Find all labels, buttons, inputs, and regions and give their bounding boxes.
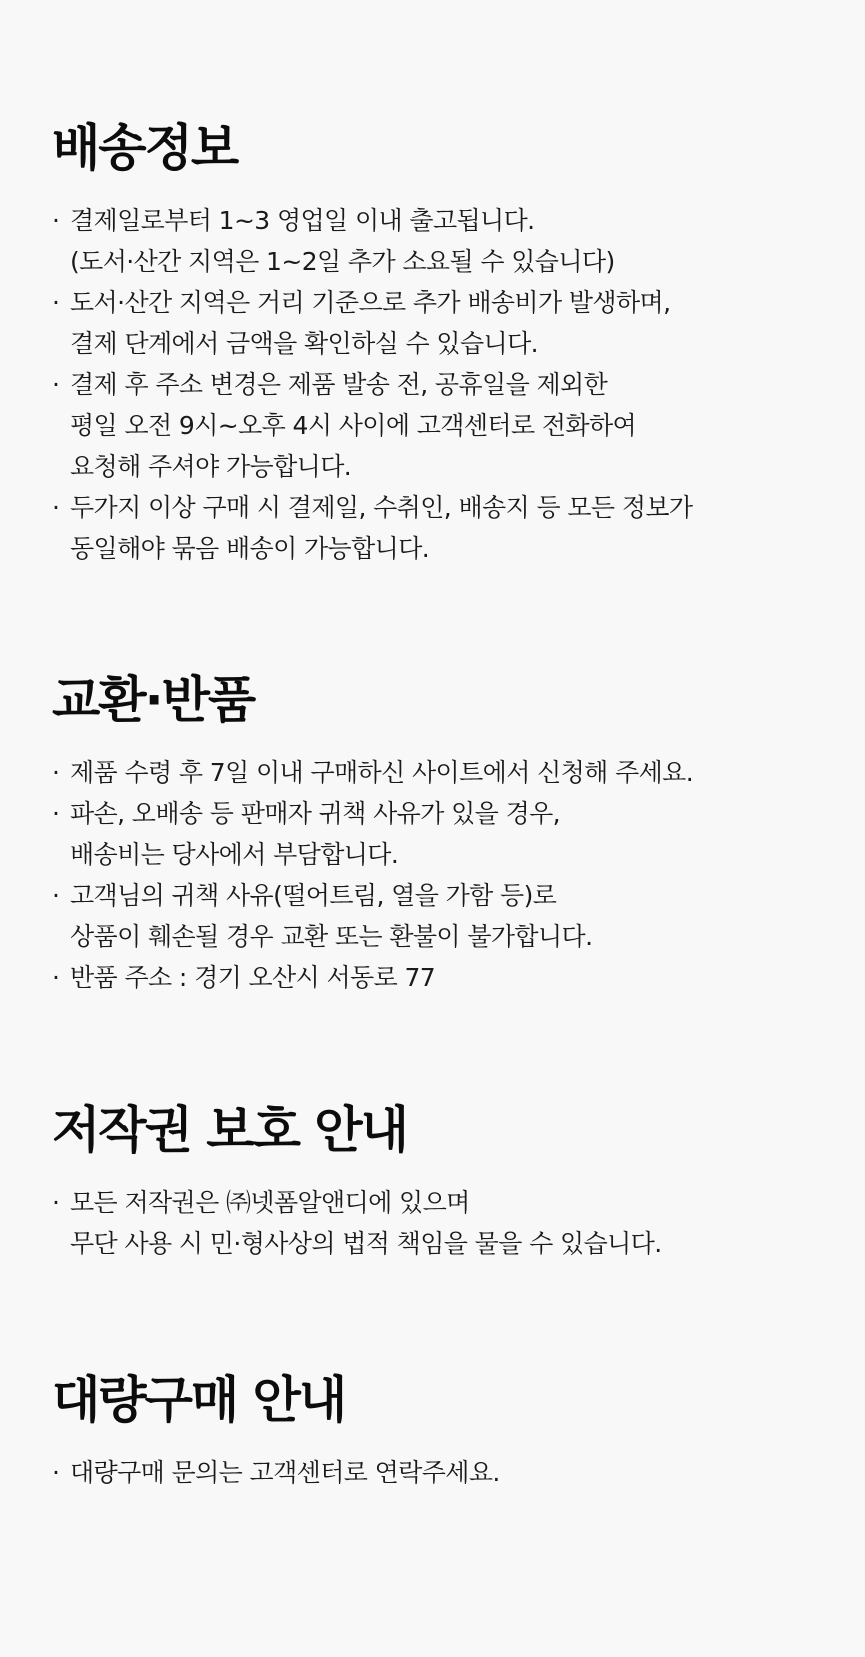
bullet: · <box>52 799 60 828</box>
list-item <box>52 793 825 875</box>
item-line: 평일 오전 9시~오후 4시 사이에 고객센터로 전화하여 <box>70 411 637 440</box>
item-line: 두가지 이상 구매 시 결제일, 수취인, 배송지 등 모든 정보가 <box>70 493 693 522</box>
bullet: · <box>52 1188 60 1217</box>
bullet: · <box>52 493 60 522</box>
list-item <box>52 875 825 957</box>
item-line: 무단 사용 시 민·형사상의 법적 책임을 물을 수 있습니다. <box>70 1229 662 1258</box>
item-line: 배송비는 당사에서 부담합니다. <box>70 840 399 869</box>
list-item <box>52 1452 825 1493</box>
list-item <box>52 752 825 793</box>
bullet: · <box>52 288 60 317</box>
bullet: · <box>52 1458 60 1487</box>
list-item <box>52 1182 825 1264</box>
item-line: 고객님의 귀책 사유(떨어트림, 열을 가함 등)로 <box>70 881 557 910</box>
bulk-purchase-list <box>52 1452 825 1493</box>
item-line: 요청해 주셔야 가능합니다. <box>70 452 352 481</box>
item-line: 결제 후 주소 변경은 제품 발송 전, 공휴일을 제외한 <box>70 370 608 399</box>
item-line: 제품 수령 후 7일 이내 구매하신 사이트에서 신청해 주세요. <box>70 758 694 787</box>
item-line: 결제 단계에서 금액을 확인하실 수 있습니다. <box>70 329 538 358</box>
shipping-info-list <box>52 200 825 569</box>
bullet: · <box>52 370 60 399</box>
item-line: 모든 저작권은 ㈜넷폼알앤디에 있으며 <box>70 1188 470 1217</box>
item-line: 도서·산간 지역은 거리 기준으로 추가 배송비가 발생하며, <box>70 288 671 317</box>
list-item <box>52 282 825 364</box>
section-title-exchange-return: 교환·반품 <box>52 671 255 729</box>
item-line: 반품 주소 : 경기 오산시 서동로 77 <box>70 963 436 992</box>
list-item <box>52 487 825 569</box>
item-line: 대량구매 문의는 고객센터로 연락주세요. <box>70 1458 500 1487</box>
item-line: 상품이 훼손될 경우 교환 또는 환불이 불가합니다. <box>70 922 593 951</box>
bullet: · <box>52 206 60 235</box>
section-title-copyright: 저작권 보호 안내 <box>52 1101 407 1159</box>
copyright-notice-list <box>52 1182 825 1264</box>
bullet: · <box>52 758 60 787</box>
list-item <box>52 364 825 487</box>
exchange-return-section <box>52 670 825 998</box>
bulk-purchase-section <box>52 1370 825 1493</box>
list-item <box>52 957 825 998</box>
item-line: 동일해야 묶음 배송이 가능합니다. <box>70 534 430 563</box>
shipping-info-section <box>52 118 825 569</box>
item-line: (도서·산간 지역은 1~2일 추가 소요될 수 있습니다) <box>70 247 615 276</box>
section-title-shipping: 배송정보 <box>52 119 238 177</box>
item-line: 파손, 오배송 등 판매자 귀책 사유가 있을 경우, <box>70 799 561 828</box>
item-line: 결제일로부터 1~3 영업일 이내 출고됩니다. <box>70 206 535 235</box>
bullet: · <box>52 963 60 992</box>
bullet: · <box>52 881 60 910</box>
exchange-return-list <box>52 752 825 998</box>
section-title-bulk-purchase: 대량구매 안내 <box>52 1371 346 1429</box>
copyright-notice-section <box>52 1100 825 1264</box>
list-item <box>52 200 825 282</box>
